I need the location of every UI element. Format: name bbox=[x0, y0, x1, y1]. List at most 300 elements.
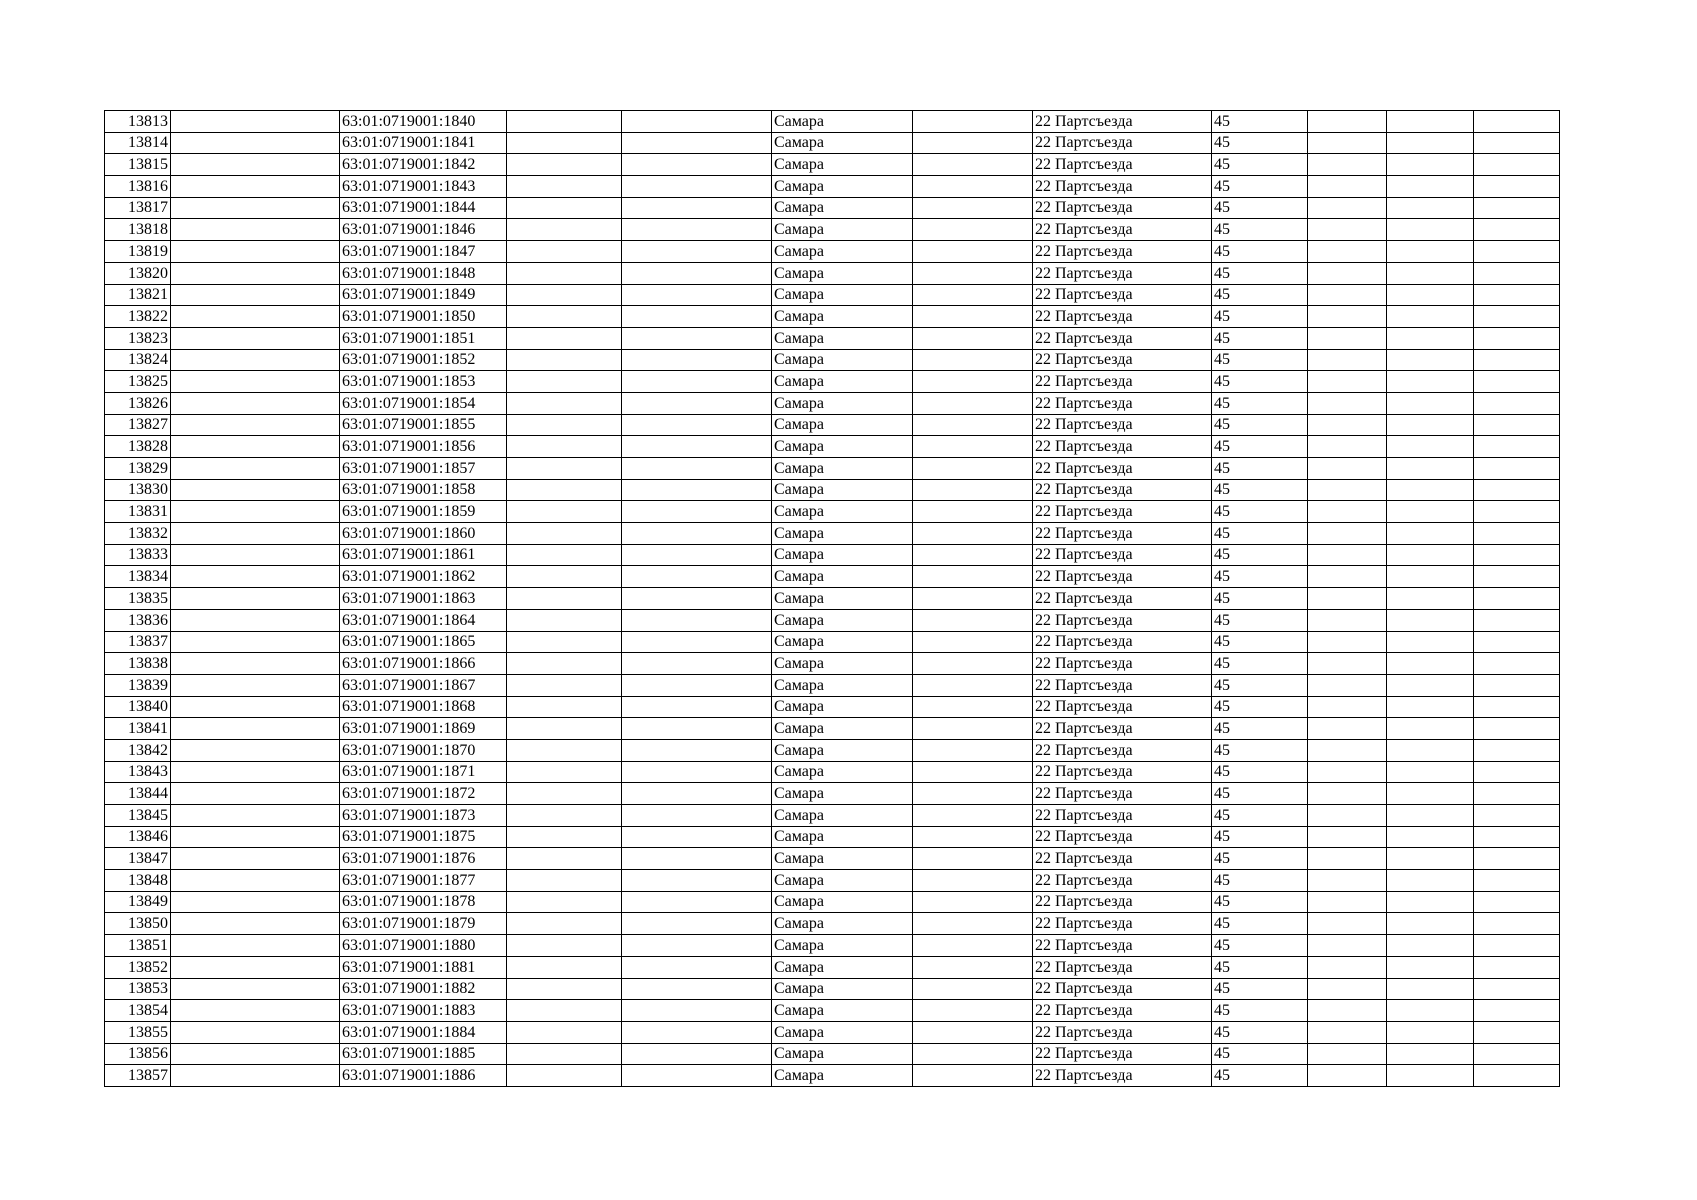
empty-cell bbox=[1474, 436, 1560, 458]
cadastral-number-cell: 63:01:0719001:1871 bbox=[340, 761, 507, 783]
empty-cell bbox=[1387, 913, 1474, 935]
city-cell: Самара bbox=[772, 241, 913, 263]
empty-cell bbox=[913, 783, 1033, 805]
empty-cell bbox=[1308, 913, 1387, 935]
street-cell: 22 Партсъезда bbox=[1033, 458, 1212, 480]
empty-cell bbox=[1308, 978, 1387, 1000]
table-row bbox=[105, 436, 1560, 458]
empty-cell bbox=[1474, 544, 1560, 566]
empty-cell bbox=[1474, 935, 1560, 957]
empty-cell bbox=[171, 523, 340, 545]
house-number-cell: 45 bbox=[1212, 891, 1308, 913]
empty-cell bbox=[1474, 696, 1560, 718]
cadastral-number-cell: 63:01:0719001:1852 bbox=[340, 349, 507, 371]
city-cell: Самара bbox=[772, 783, 913, 805]
empty-cell bbox=[913, 523, 1033, 545]
row-number-cell: 13835 bbox=[105, 588, 171, 610]
row-number-cell: 13826 bbox=[105, 392, 171, 414]
empty-cell bbox=[507, 805, 622, 827]
empty-cell bbox=[1308, 197, 1387, 219]
empty-cell bbox=[1474, 479, 1560, 501]
row-number-cell: 13831 bbox=[105, 501, 171, 523]
table-row bbox=[105, 241, 1560, 263]
empty-cell bbox=[171, 913, 340, 935]
empty-cell bbox=[913, 197, 1033, 219]
row-number-cell: 13816 bbox=[105, 176, 171, 198]
street-cell: 22 Партсъезда bbox=[1033, 371, 1212, 393]
empty-cell bbox=[913, 349, 1033, 371]
row-number-cell: 13852 bbox=[105, 956, 171, 978]
cadastral-number-cell: 63:01:0719001:1855 bbox=[340, 414, 507, 436]
empty-cell bbox=[1387, 501, 1474, 523]
empty-cell bbox=[1308, 501, 1387, 523]
empty-cell bbox=[1308, 436, 1387, 458]
table-row bbox=[105, 609, 1560, 631]
empty-cell bbox=[1474, 458, 1560, 480]
street-cell: 22 Партсъезда bbox=[1033, 176, 1212, 198]
empty-cell bbox=[1474, 1021, 1560, 1043]
empty-cell bbox=[622, 566, 772, 588]
empty-cell bbox=[1474, 1065, 1560, 1087]
cadastral-number-cell: 63:01:0719001:1849 bbox=[340, 284, 507, 306]
empty-cell bbox=[171, 1021, 340, 1043]
empty-cell bbox=[171, 783, 340, 805]
empty-cell bbox=[913, 956, 1033, 978]
table-row bbox=[105, 392, 1560, 414]
empty-cell bbox=[622, 197, 772, 219]
house-number-cell: 45 bbox=[1212, 154, 1308, 176]
empty-cell bbox=[171, 978, 340, 1000]
empty-cell bbox=[1387, 978, 1474, 1000]
row-number-cell: 13846 bbox=[105, 826, 171, 848]
house-number-cell: 45 bbox=[1212, 609, 1308, 631]
table-row bbox=[105, 176, 1560, 198]
empty-cell bbox=[171, 479, 340, 501]
empty-cell bbox=[622, 458, 772, 480]
house-number-cell: 45 bbox=[1212, 176, 1308, 198]
row-number-cell: 13817 bbox=[105, 197, 171, 219]
street-cell: 22 Партсъезда bbox=[1033, 219, 1212, 241]
table-row bbox=[105, 588, 1560, 610]
empty-cell bbox=[1308, 306, 1387, 328]
row-number-cell: 13850 bbox=[105, 913, 171, 935]
empty-cell bbox=[913, 501, 1033, 523]
cadastral-number-cell: 63:01:0719001:1867 bbox=[340, 674, 507, 696]
city-cell: Самара bbox=[772, 631, 913, 653]
table-row bbox=[105, 501, 1560, 523]
empty-cell bbox=[507, 458, 622, 480]
city-cell: Самара bbox=[772, 1043, 913, 1065]
empty-cell bbox=[507, 696, 622, 718]
house-number-cell: 45 bbox=[1212, 392, 1308, 414]
row-number-cell: 13844 bbox=[105, 783, 171, 805]
empty-cell bbox=[171, 219, 340, 241]
empty-cell bbox=[913, 479, 1033, 501]
empty-cell bbox=[622, 132, 772, 154]
empty-cell bbox=[507, 783, 622, 805]
empty-cell bbox=[1474, 284, 1560, 306]
empty-cell bbox=[1308, 111, 1387, 133]
empty-cell bbox=[1387, 956, 1474, 978]
cadastral-number-cell: 63:01:0719001:1858 bbox=[340, 479, 507, 501]
table-row bbox=[105, 219, 1560, 241]
city-cell: Самара bbox=[772, 674, 913, 696]
empty-cell bbox=[171, 262, 340, 284]
city-cell: Самара bbox=[772, 111, 913, 133]
house-number-cell: 45 bbox=[1212, 414, 1308, 436]
empty-cell bbox=[1387, 176, 1474, 198]
house-number-cell: 45 bbox=[1212, 219, 1308, 241]
house-number-cell: 45 bbox=[1212, 458, 1308, 480]
table-row bbox=[105, 414, 1560, 436]
city-cell: Самара bbox=[772, 848, 913, 870]
empty-cell bbox=[171, 631, 340, 653]
city-cell: Самара bbox=[772, 306, 913, 328]
empty-cell bbox=[913, 653, 1033, 675]
table-row bbox=[105, 696, 1560, 718]
house-number-cell: 45 bbox=[1212, 306, 1308, 328]
table-row bbox=[105, 132, 1560, 154]
street-cell: 22 Партсъезда bbox=[1033, 262, 1212, 284]
empty-cell bbox=[913, 1000, 1033, 1022]
house-number-cell: 45 bbox=[1212, 783, 1308, 805]
empty-cell bbox=[507, 609, 622, 631]
row-number-cell: 13833 bbox=[105, 544, 171, 566]
empty-cell bbox=[913, 111, 1033, 133]
empty-cell bbox=[622, 241, 772, 263]
empty-cell bbox=[1474, 1000, 1560, 1022]
cadastral-number-cell: 63:01:0719001:1854 bbox=[340, 392, 507, 414]
table-row bbox=[105, 349, 1560, 371]
empty-cell bbox=[1474, 219, 1560, 241]
empty-cell bbox=[171, 870, 340, 892]
table-row bbox=[105, 1043, 1560, 1065]
empty-cell bbox=[622, 284, 772, 306]
row-number-cell: 13841 bbox=[105, 718, 171, 740]
row-number-cell: 13853 bbox=[105, 978, 171, 1000]
empty-cell bbox=[171, 284, 340, 306]
house-number-cell: 45 bbox=[1212, 978, 1308, 1000]
empty-cell bbox=[507, 219, 622, 241]
empty-cell bbox=[913, 306, 1033, 328]
empty-cell bbox=[1387, 566, 1474, 588]
empty-cell bbox=[913, 718, 1033, 740]
empty-cell bbox=[507, 588, 622, 610]
empty-cell bbox=[1474, 1043, 1560, 1065]
empty-cell bbox=[1387, 761, 1474, 783]
empty-cell bbox=[507, 241, 622, 263]
empty-cell bbox=[171, 848, 340, 870]
row-number-cell: 13827 bbox=[105, 414, 171, 436]
empty-cell bbox=[1387, 349, 1474, 371]
street-cell: 22 Партсъезда bbox=[1033, 197, 1212, 219]
empty-cell bbox=[913, 978, 1033, 1000]
house-number-cell: 45 bbox=[1212, 1000, 1308, 1022]
empty-cell bbox=[913, 1043, 1033, 1065]
city-cell: Самара bbox=[772, 132, 913, 154]
empty-cell bbox=[622, 674, 772, 696]
empty-cell bbox=[171, 609, 340, 631]
empty-cell bbox=[1308, 674, 1387, 696]
street-cell: 22 Партсъезда bbox=[1033, 956, 1212, 978]
house-number-cell: 45 bbox=[1212, 718, 1308, 740]
empty-cell bbox=[1474, 501, 1560, 523]
empty-cell bbox=[171, 718, 340, 740]
cadastral-number-cell: 63:01:0719001:1861 bbox=[340, 544, 507, 566]
cadastral-number-cell: 63:01:0719001:1847 bbox=[340, 241, 507, 263]
cadastral-number-cell: 63:01:0719001:1879 bbox=[340, 913, 507, 935]
house-number-cell: 45 bbox=[1212, 653, 1308, 675]
house-number-cell: 45 bbox=[1212, 956, 1308, 978]
city-cell: Самара bbox=[772, 349, 913, 371]
empty-cell bbox=[1387, 1000, 1474, 1022]
cadastral-number-cell: 63:01:0719001:1846 bbox=[340, 219, 507, 241]
city-cell: Самара bbox=[772, 544, 913, 566]
empty-cell bbox=[171, 544, 340, 566]
empty-cell bbox=[913, 241, 1033, 263]
empty-cell bbox=[171, 111, 340, 133]
house-number-cell: 45 bbox=[1212, 523, 1308, 545]
empty-cell bbox=[1308, 132, 1387, 154]
empty-cell bbox=[622, 306, 772, 328]
city-cell: Самара bbox=[772, 371, 913, 393]
table-row bbox=[105, 111, 1560, 133]
empty-cell bbox=[1308, 371, 1387, 393]
house-number-cell: 45 bbox=[1212, 371, 1308, 393]
street-cell: 22 Партсъезда bbox=[1033, 696, 1212, 718]
street-cell: 22 Партсъезда bbox=[1033, 1000, 1212, 1022]
empty-cell bbox=[1308, 956, 1387, 978]
cadastral-number-cell: 63:01:0719001:1842 bbox=[340, 154, 507, 176]
property-table bbox=[104, 110, 1560, 1087]
row-number-cell: 13828 bbox=[105, 436, 171, 458]
table-row bbox=[105, 566, 1560, 588]
city-cell: Самара bbox=[772, 436, 913, 458]
empty-cell bbox=[1474, 674, 1560, 696]
empty-cell bbox=[622, 436, 772, 458]
empty-cell bbox=[1387, 1043, 1474, 1065]
empty-cell bbox=[622, 219, 772, 241]
empty-cell bbox=[1308, 349, 1387, 371]
cadastral-number-cell: 63:01:0719001:1884 bbox=[340, 1021, 507, 1043]
city-cell: Самара bbox=[772, 262, 913, 284]
table-row bbox=[105, 848, 1560, 870]
empty-cell bbox=[1308, 458, 1387, 480]
empty-cell bbox=[171, 197, 340, 219]
empty-cell bbox=[1474, 848, 1560, 870]
house-number-cell: 45 bbox=[1212, 674, 1308, 696]
empty-cell bbox=[1474, 870, 1560, 892]
empty-cell bbox=[622, 739, 772, 761]
city-cell: Самара bbox=[772, 284, 913, 306]
street-cell: 22 Партсъезда bbox=[1033, 392, 1212, 414]
empty-cell bbox=[507, 566, 622, 588]
empty-cell bbox=[1474, 739, 1560, 761]
empty-cell bbox=[1387, 219, 1474, 241]
empty-cell bbox=[622, 1043, 772, 1065]
empty-cell bbox=[1387, 544, 1474, 566]
city-cell: Самара bbox=[772, 1000, 913, 1022]
empty-cell bbox=[507, 848, 622, 870]
empty-cell bbox=[507, 414, 622, 436]
empty-cell bbox=[1308, 653, 1387, 675]
city-cell: Самара bbox=[772, 739, 913, 761]
empty-cell bbox=[1474, 176, 1560, 198]
table-row bbox=[105, 978, 1560, 1000]
empty-cell bbox=[1474, 588, 1560, 610]
empty-cell bbox=[1474, 111, 1560, 133]
empty-cell bbox=[171, 739, 340, 761]
empty-cell bbox=[1308, 588, 1387, 610]
empty-cell bbox=[1474, 978, 1560, 1000]
city-cell: Самара bbox=[772, 414, 913, 436]
empty-cell bbox=[913, 132, 1033, 154]
empty-cell bbox=[1474, 826, 1560, 848]
empty-cell bbox=[1474, 609, 1560, 631]
empty-cell bbox=[171, 956, 340, 978]
house-number-cell: 45 bbox=[1212, 631, 1308, 653]
empty-cell bbox=[913, 284, 1033, 306]
row-number-cell: 13830 bbox=[105, 479, 171, 501]
house-number-cell: 45 bbox=[1212, 935, 1308, 957]
empty-cell bbox=[507, 870, 622, 892]
street-cell: 22 Партсъезда bbox=[1033, 718, 1212, 740]
empty-cell bbox=[622, 978, 772, 1000]
house-number-cell: 45 bbox=[1212, 197, 1308, 219]
empty-cell bbox=[171, 436, 340, 458]
empty-cell bbox=[507, 501, 622, 523]
empty-cell bbox=[622, 956, 772, 978]
empty-cell bbox=[913, 696, 1033, 718]
empty-cell bbox=[507, 154, 622, 176]
house-number-cell: 45 bbox=[1212, 327, 1308, 349]
city-cell: Самара bbox=[772, 479, 913, 501]
street-cell: 22 Партсъезда bbox=[1033, 978, 1212, 1000]
empty-cell bbox=[507, 132, 622, 154]
street-cell: 22 Партсъезда bbox=[1033, 501, 1212, 523]
city-cell: Самара bbox=[772, 501, 913, 523]
empty-cell bbox=[622, 588, 772, 610]
city-cell: Самара bbox=[772, 913, 913, 935]
empty-cell bbox=[622, 327, 772, 349]
street-cell: 22 Партсъезда bbox=[1033, 436, 1212, 458]
empty-cell bbox=[1387, 848, 1474, 870]
table-row bbox=[105, 783, 1560, 805]
house-number-cell: 45 bbox=[1212, 870, 1308, 892]
empty-cell bbox=[1474, 523, 1560, 545]
empty-cell bbox=[913, 1021, 1033, 1043]
street-cell: 22 Партсъезда bbox=[1033, 284, 1212, 306]
row-number-cell: 13851 bbox=[105, 935, 171, 957]
table-row bbox=[105, 739, 1560, 761]
empty-cell bbox=[622, 653, 772, 675]
empty-cell bbox=[622, 176, 772, 198]
cadastral-number-cell: 63:01:0719001:1853 bbox=[340, 371, 507, 393]
street-cell: 22 Партсъезда bbox=[1033, 1043, 1212, 1065]
city-cell: Самара bbox=[772, 653, 913, 675]
row-number-cell: 13843 bbox=[105, 761, 171, 783]
empty-cell bbox=[1308, 805, 1387, 827]
empty-cell bbox=[1308, 891, 1387, 913]
house-number-cell: 45 bbox=[1212, 848, 1308, 870]
empty-cell bbox=[507, 761, 622, 783]
empty-cell bbox=[1308, 826, 1387, 848]
empty-cell bbox=[171, 1000, 340, 1022]
house-number-cell: 45 bbox=[1212, 241, 1308, 263]
street-cell: 22 Партсъезда bbox=[1033, 848, 1212, 870]
empty-cell bbox=[1387, 674, 1474, 696]
empty-cell bbox=[507, 891, 622, 913]
empty-cell bbox=[1387, 371, 1474, 393]
empty-cell bbox=[1387, 805, 1474, 827]
row-number-cell: 13837 bbox=[105, 631, 171, 653]
street-cell: 22 Партсъезда bbox=[1033, 349, 1212, 371]
cadastral-number-cell: 63:01:0719001:1875 bbox=[340, 826, 507, 848]
row-number-cell: 13829 bbox=[105, 458, 171, 480]
table-row bbox=[105, 284, 1560, 306]
empty-cell bbox=[507, 523, 622, 545]
empty-cell bbox=[1308, 479, 1387, 501]
empty-cell bbox=[1308, 241, 1387, 263]
table-row bbox=[105, 154, 1560, 176]
house-number-cell: 45 bbox=[1212, 284, 1308, 306]
empty-cell bbox=[171, 154, 340, 176]
table-row bbox=[105, 327, 1560, 349]
empty-cell bbox=[507, 935, 622, 957]
cadastral-number-cell: 63:01:0719001:1860 bbox=[340, 523, 507, 545]
row-number-cell: 13823 bbox=[105, 327, 171, 349]
empty-cell bbox=[1387, 588, 1474, 610]
empty-cell bbox=[1474, 718, 1560, 740]
street-cell: 22 Партсъезда bbox=[1033, 870, 1212, 892]
cadastral-number-cell: 63:01:0719001:1869 bbox=[340, 718, 507, 740]
row-number-cell: 13845 bbox=[105, 805, 171, 827]
empty-cell bbox=[1308, 870, 1387, 892]
table-row bbox=[105, 826, 1560, 848]
empty-cell bbox=[1474, 761, 1560, 783]
empty-cell bbox=[507, 306, 622, 328]
empty-cell bbox=[913, 371, 1033, 393]
street-cell: 22 Партсъезда bbox=[1033, 913, 1212, 935]
empty-cell bbox=[622, 1021, 772, 1043]
empty-cell bbox=[171, 805, 340, 827]
table-row bbox=[105, 479, 1560, 501]
city-cell: Самара bbox=[772, 566, 913, 588]
empty-cell bbox=[1387, 132, 1474, 154]
street-cell: 22 Партсъезда bbox=[1033, 154, 1212, 176]
house-number-cell: 45 bbox=[1212, 826, 1308, 848]
empty-cell bbox=[1387, 154, 1474, 176]
empty-cell bbox=[507, 913, 622, 935]
empty-cell bbox=[622, 1065, 772, 1087]
empty-cell bbox=[1308, 718, 1387, 740]
street-cell: 22 Партсъезда bbox=[1033, 111, 1212, 133]
empty-cell bbox=[622, 501, 772, 523]
city-cell: Самара bbox=[772, 1065, 913, 1087]
table-row bbox=[105, 523, 1560, 545]
street-cell: 22 Партсъезда bbox=[1033, 1021, 1212, 1043]
empty-cell bbox=[1387, 197, 1474, 219]
empty-cell bbox=[507, 436, 622, 458]
row-number-cell: 13818 bbox=[105, 219, 171, 241]
cadastral-number-cell: 63:01:0719001:1859 bbox=[340, 501, 507, 523]
empty-cell bbox=[1474, 566, 1560, 588]
empty-cell bbox=[622, 870, 772, 892]
cadastral-number-cell: 63:01:0719001:1882 bbox=[340, 978, 507, 1000]
empty-cell bbox=[1308, 1065, 1387, 1087]
empty-cell bbox=[622, 609, 772, 631]
house-number-cell: 45 bbox=[1212, 566, 1308, 588]
